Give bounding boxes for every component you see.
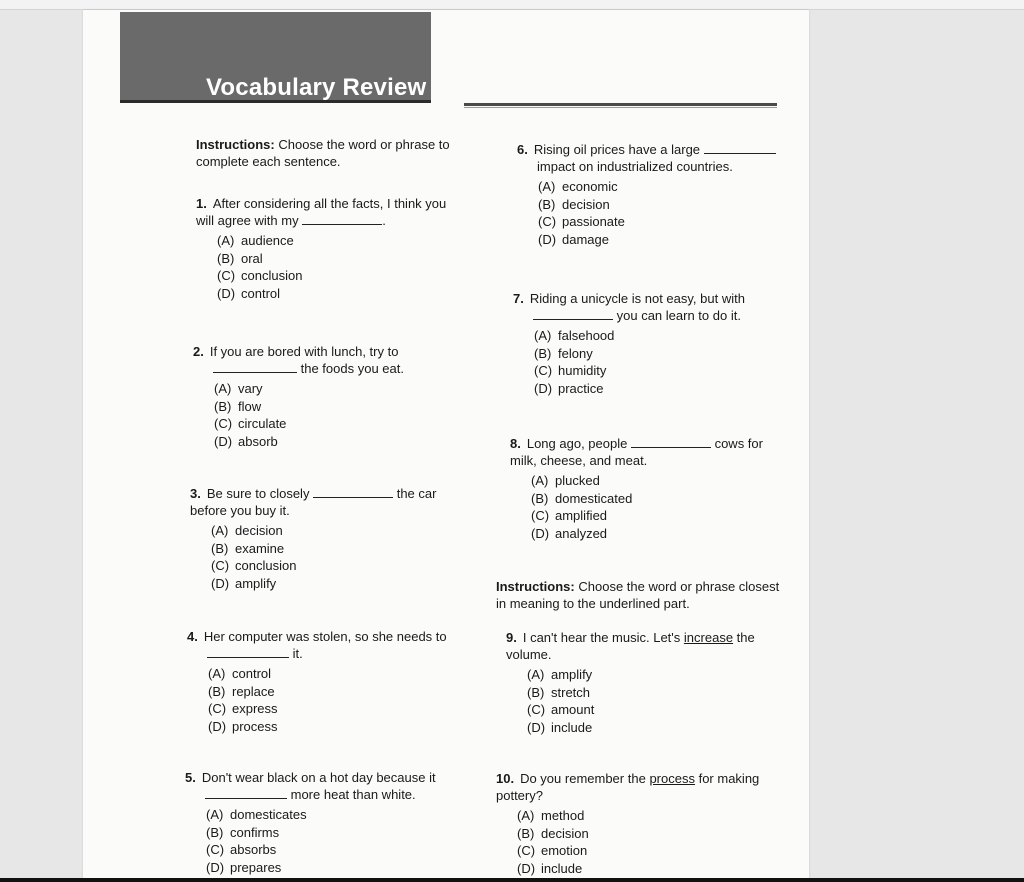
answer-blank [207,646,289,658]
answer-blank [302,213,382,225]
question-text-after: the foods you eat. [300,361,404,376]
header-rule-thin [464,107,777,108]
option-d: (D) absorb [214,433,278,449]
question-number: 1. [196,196,207,211]
option-d: (D) include [517,860,583,876]
answer-options [190,522,460,592]
option-d: (D) practice [534,380,604,396]
question-number: 8. [510,436,521,451]
question-8 [510,435,780,542]
instructions-label: Instructions: [196,137,275,152]
question-text-after: the volume. [506,630,755,662]
question-text-after: more heat than white. [290,787,416,802]
question-number: 5. [185,770,196,785]
browser-top-edge [0,0,1024,10]
question-10 [496,770,776,877]
option-d: (D) damage [538,231,609,247]
underlined-word: process [649,771,695,786]
option-b: (B) replace [208,683,275,699]
title-banner [120,12,431,103]
question-text: After considering all the facts, I think you will agree with my [196,196,447,228]
answer-options [185,806,475,876]
instructions-text: Choose the word or phrase closest in meaning to the underlined part. [496,579,780,611]
option-c: (C) amount [527,702,595,717]
instructions-complete-sentence [196,136,466,170]
bottom-edge [0,878,1024,882]
option-d: (D) prepares [206,859,282,875]
instructions-closest-meaning [496,578,781,612]
page-title: Vocabulary Review [206,74,427,101]
instructions-text: Choose the word or phrase to complete each sentence. [196,137,450,169]
option-c: (C) absorbs [206,842,277,857]
question-text: Riding a unicycle is not easy, but with [529,291,745,306]
question-text-after: impact on industrialized countries. [537,159,733,174]
question-text: Her computer was stolen, so she needs to [203,629,447,644]
option-a: (A) plucked [531,473,600,488]
header-rule [464,103,777,106]
answer-blank [205,787,287,799]
question-text: Long ago, people [526,436,628,451]
answer-blank [533,308,613,320]
question-text: Rising oil prices have a large [533,142,701,157]
option-d: (D) process [208,718,278,734]
option-d: (D) include [527,719,593,735]
option-a: (A) domesticates [206,807,307,822]
question-text-after: cows for milk, cheese, and meat. [510,436,763,468]
question-4 [187,628,477,735]
option-a: (A) audience [217,233,294,248]
question-number: 6. [517,142,528,157]
option-c: (C) conclusion [217,268,303,283]
question-9 [506,629,776,736]
question-6 [517,141,787,248]
answer-options [496,807,776,877]
question-text: Don't wear black on a hot day because it [201,770,436,785]
question-number: 9. [506,630,517,645]
option-a: (A) vary [214,381,263,396]
option-c: (C) circulate [214,416,287,431]
option-c: (C) humidity [534,363,607,378]
question-text: If you are bored with lunch, try to [209,344,399,359]
option-d: (D) amplify [211,575,277,591]
option-a: (A) economic [538,179,618,194]
option-a: (A) control [208,666,272,681]
question-number: 4. [187,629,198,644]
question-number: 3. [190,486,201,501]
option-c: (C) amplified [531,508,608,523]
option-a: (A) method [517,808,585,823]
question-text-after: the car before you buy it. [190,486,437,518]
option-c: (C) express [208,701,278,716]
option-b: (B) stretch [527,684,591,700]
answer-options [513,327,783,397]
answer-options [193,380,453,450]
question-2 [193,343,453,450]
question-text-after: . [382,213,386,228]
option-c: (C) emotion [517,843,588,858]
question-text: Be sure to closely [206,486,310,501]
option-b: (B) domesticated [531,490,633,506]
option-b: (B) flow [214,398,262,414]
question-text: Do you remember the [520,771,646,786]
option-b: (B) oral [217,250,263,266]
option-a: (A) falsehood [534,328,615,343]
answer-options [517,178,787,248]
underlined-word: increase [683,630,734,645]
question-text-after: it. [292,646,303,661]
answer-options [506,666,776,736]
option-a: (A) decision [211,523,283,538]
question-7 [513,290,783,397]
question-1 [196,195,466,302]
question-number: 7. [513,291,524,306]
question-text-after: for making pottery? [496,771,760,803]
option-d: (D) control [217,285,281,301]
question-number: 2. [193,344,204,359]
answer-blank [213,361,297,373]
option-b: (B) decision [517,825,589,841]
question-5 [185,769,475,876]
answer-blank [313,486,393,498]
option-a: (A) amplify [527,667,593,682]
answer-options [187,665,477,735]
question-text: I can't hear the music. Let's [522,630,681,645]
question-number: 10. [496,771,515,786]
option-b: (B) examine [211,540,285,556]
option-d: (D) analyzed [531,525,608,541]
option-c: (C) conclusion [211,558,297,573]
question-text-after: you can learn to do it. [616,308,741,323]
option-b: (B) confirms [206,824,280,840]
option-b: (B) felony [534,345,593,361]
answer-options [510,472,780,542]
instructions-label: Instructions: [496,579,575,594]
option-c: (C) passionate [538,214,625,229]
answer-options [196,232,466,302]
option-b: (B) decision [538,196,610,212]
worksheet-page [83,10,809,878]
answer-blank [631,436,711,448]
question-3 [190,485,460,592]
answer-blank [704,142,776,154]
